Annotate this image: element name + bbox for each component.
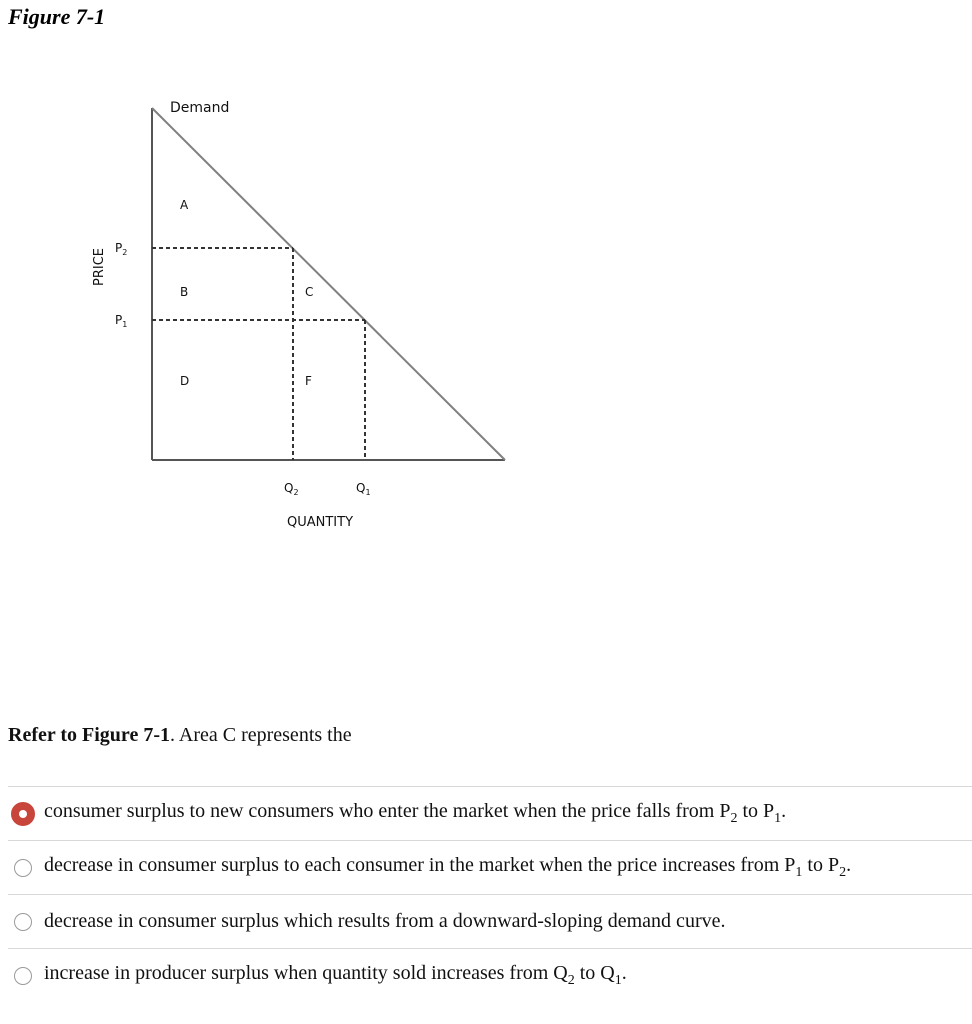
question-ref: Refer to Figure 7-1 (8, 724, 170, 746)
answer-option-2[interactable] (8, 840, 972, 894)
area-f-label: F (305, 374, 312, 388)
demand-label: Demand (170, 100, 230, 116)
answer-option-3[interactable] (8, 894, 972, 948)
quantity-axis-label: QUANTITY (287, 515, 354, 530)
figure-title: Figure 7-1 (8, 4, 106, 29)
answer-option-4-text: increase in producer surplus when quantity sold increases from $Q_2$ to $Q_1$. (44, 962, 627, 988)
price-axis-label: PRICE (92, 248, 107, 286)
radio-button[interactable] (14, 967, 32, 985)
area-a-label: A (180, 198, 189, 212)
price-tick-p2: $P_2$ (115, 241, 128, 257)
answer-options (8, 786, 972, 1002)
quantity-tick-q1: $Q_1$ (356, 481, 371, 497)
radio-button-selected[interactable] (11, 802, 35, 826)
area-c-label: C (305, 285, 314, 299)
demand-curve (152, 108, 505, 460)
area-b-label: B (180, 285, 189, 299)
question-body: . Area C represents the (169, 724, 352, 746)
answer-option-3-text: decrease in consumer surplus which results from a downward-sloping demand curve. (44, 910, 726, 932)
answer-option-4[interactable] (8, 948, 972, 1002)
answer-option-1-text: consumer surplus to new consumers who enter the market when the price falls from $P_2$ to $P_1$. (44, 800, 787, 826)
radio-button[interactable] (14, 859, 32, 877)
area-d-label: D (180, 374, 190, 388)
radio-button[interactable] (14, 913, 32, 931)
question-text (8, 724, 352, 747)
answer-option-2-text: decrease in consumer surplus to each consumer in the market when the price increases from $P_1$ to $P_2$. (44, 854, 852, 880)
price-tick-p1: $P_1$ (115, 313, 128, 329)
quantity-tick-q2: $Q_2$ (284, 481, 299, 497)
answer-option-1[interactable] (8, 786, 972, 840)
